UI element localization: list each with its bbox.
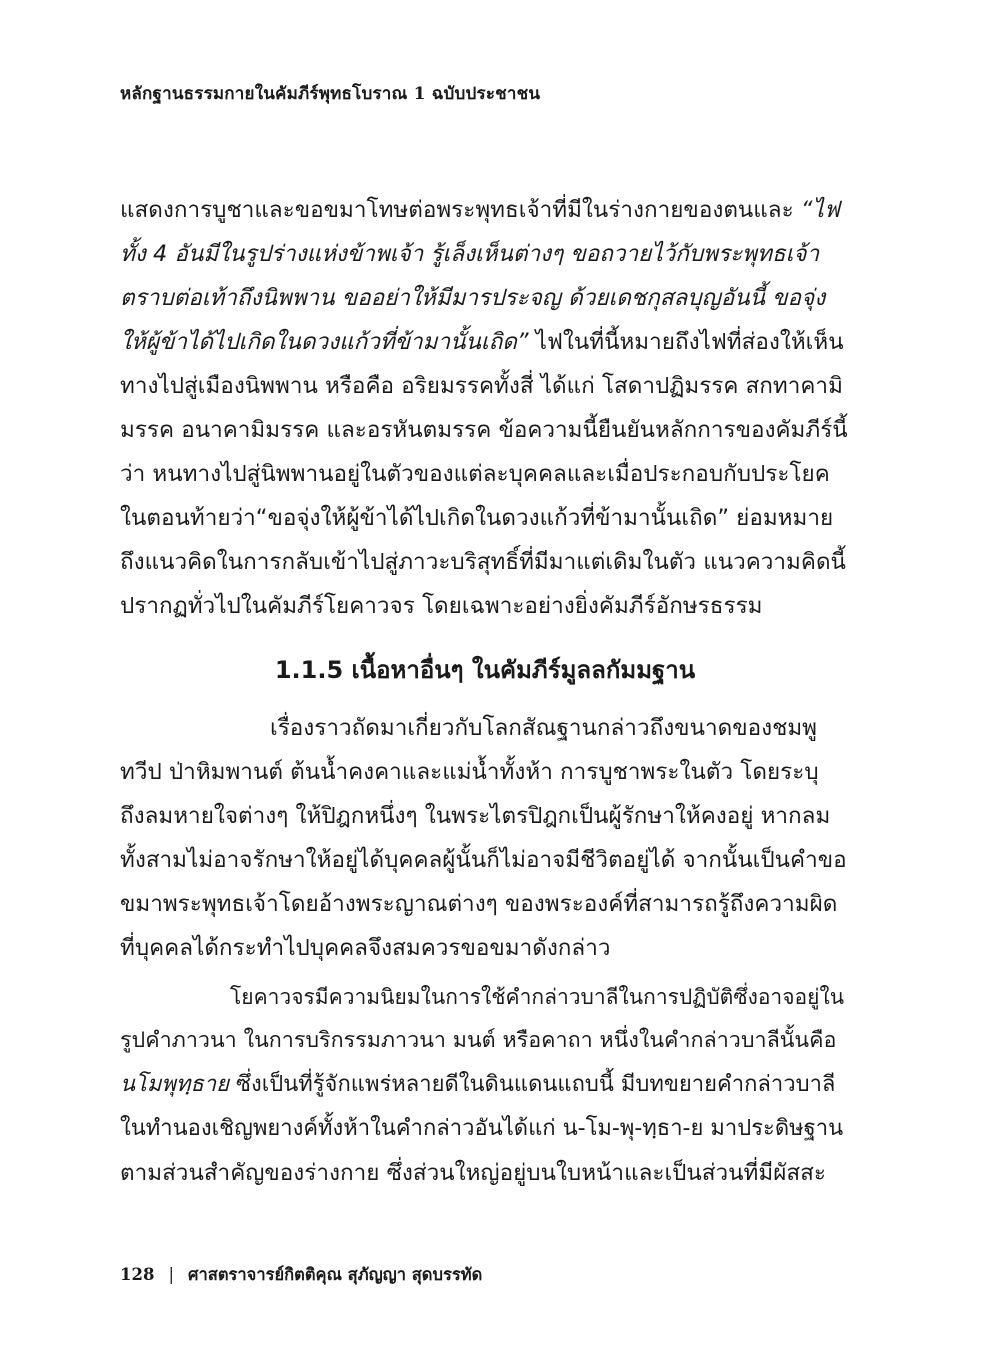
text-run: แสดงการบูชาและขอขมาโทษต่อพระพุทธเจ้าที่มีในร่างกายของตนและ	[120, 197, 801, 223]
paragraph-line: ปรากฏทั่วไปในคัมภีร์โยคาวจร โดยเฉพาะอย่างยิ่งคัมภีร์อักษรธรรม	[120, 593, 763, 619]
paragraph-line: ที่บุคคลได้กระทำไปบุคคลจึงสมควรขอขมาดังกล่าว	[120, 935, 611, 961]
paragraph-line: ขมาพระพุทธเจ้าโดยอ้างพระญาณต่างๆ ของพระองค์ที่สามารถรู้ถึงความผิด	[120, 891, 838, 917]
paragraph-line: ในทำนองเชิญพยางค์ทั้งห้าในคำกล่าวอันได้แก่ น-โม-พุ-ทฺธา-ย มาประดิษฐาน	[120, 1116, 844, 1141]
text-run: ไฟในที่นี้หมายถึงไฟที่ส่องให้เห็น	[528, 329, 844, 355]
section-heading: 1.1.5 เนื้อหาอื่นๆ ในคัมภีร์มูลลกัมมฐาน	[274, 656, 696, 684]
paragraph-line: ทางไปสู่เมืองนิพพาน หรือคือ อริยมรรคทั้งสี่ ได้แก่ โสดาปฏิมรรค สกทาคามิ	[120, 373, 843, 399]
quote-run: “ไฟ	[800, 197, 840, 223]
footer-separator: |	[168, 1265, 175, 1284]
paragraph-line: ว่า หนทางไปสู่นิพพานอยู่ในตัวของแต่ละบุคคลและเมื่อประกอบกับประโยค	[120, 461, 830, 487]
pali-term: นโมพุทฺธาย	[120, 1072, 230, 1097]
paragraph-line: ตราบต่อเท้าถึงนิพพาน ขออย่าให้มีมารประจญ ด้วยเดชกุสลบุญอันนี้ ขอจุ่ง	[120, 285, 826, 311]
page-footer	[120, 1262, 482, 1288]
paragraph-line: ถึงแนวคิดในการกลับเข้าไปสู่ภาวะบริสุทธิ์ที่มีมาแต่เดิมในตัว แนวความคิดนี้	[120, 549, 846, 575]
paragraph-line: โยคาวจรมีความนิยมในการใช้คำกล่าวบาลีในการปฏิบัติซึ่งอาจอยู่ใน	[230, 985, 845, 1009]
paragraph-line: ในตอนท้ายว่า“ขอจุ่งให้ผู้ข้าได้ไปเกิดในดวงแก้วที่ข้ามานั้นเถิด” ย่อมหมาย	[120, 505, 834, 531]
paragraph-2	[120, 706, 850, 970]
running-header: หลักฐานธรรมกายในคัมภีร์พุทธโบราณ 1 ฉบับประชาชน	[120, 84, 541, 104]
paragraph-line: ตามส่วนสำคัญของร่างกาย ซึ่งส่วนใหญ่อยู่บนใบหน้าและเป็นส่วนที่มีผัสสะ	[120, 1160, 826, 1186]
paragraph-line: มรรค อนาคามิมรรค และอรหันตมรรค ข้อความนี้ยืนยันหลักการของคัมภีร์นี้	[120, 417, 848, 443]
quote-run: ให้ผู้ข้าได้ไปเกิดในดวงแก้วที่ข้ามานั้นเถิด”	[120, 329, 529, 355]
paragraph-line	[120, 188, 850, 232]
paragraph-line: ทั้งสามไม่อาจรักษาให้อยู่ได้บุคคลผู้นั้นก็ไม่อาจมีชีวิตอยู่ได้ จากนั้นเป็นคำขอ	[120, 847, 847, 873]
paragraph-line: ถึงลมหายใจต่างๆ ให้ปิฎกหนึ่งๆ ในพระไตรปิฎกเป็นผู้รักษาให้คงอยู่ หากลม	[120, 803, 831, 829]
paragraph-line: รูปคำภาวนา ในการบริกรรมภาวนา มนต์ หรือคาถา หนึ่งในคำกล่าวบาลีนั้นคือ	[120, 1028, 837, 1053]
paragraph-3	[120, 975, 850, 1195]
paragraph-line: ทั้ง 4 อันมีในรูปร่างแห่งข้าพเจ้า รู้เล็งเห็นต่างๆ ขอถวายไว้กับพระพุทธเจ้า	[120, 241, 820, 267]
page-number: 128	[120, 1265, 155, 1284]
paragraph-line: ทวีป ป่าหิมพานต์ ต้นน้ำคงคาและแม่น้ำทั้งห้า การบูชาพระในตัว โดยระบุ	[120, 759, 819, 785]
paragraph-line	[120, 320, 850, 364]
footer-author: ศาสตราจารย์กิตติคุณ สุภัญญา สุดบรรทัด	[188, 1265, 483, 1284]
paragraph-line: เรื่องราวถัดมาเกี่ยวกับโลกสัณฐานกล่าวถึงขนาดของชมพู	[270, 715, 818, 741]
paragraph-1	[120, 188, 850, 628]
paragraph-line	[120, 1063, 850, 1107]
text-run: ซึ่งเป็นที่รู้จักแพร่หลายดีในดินแดนแถบนี้ มีบทขยายคำกล่าวบาลี	[229, 1072, 836, 1097]
